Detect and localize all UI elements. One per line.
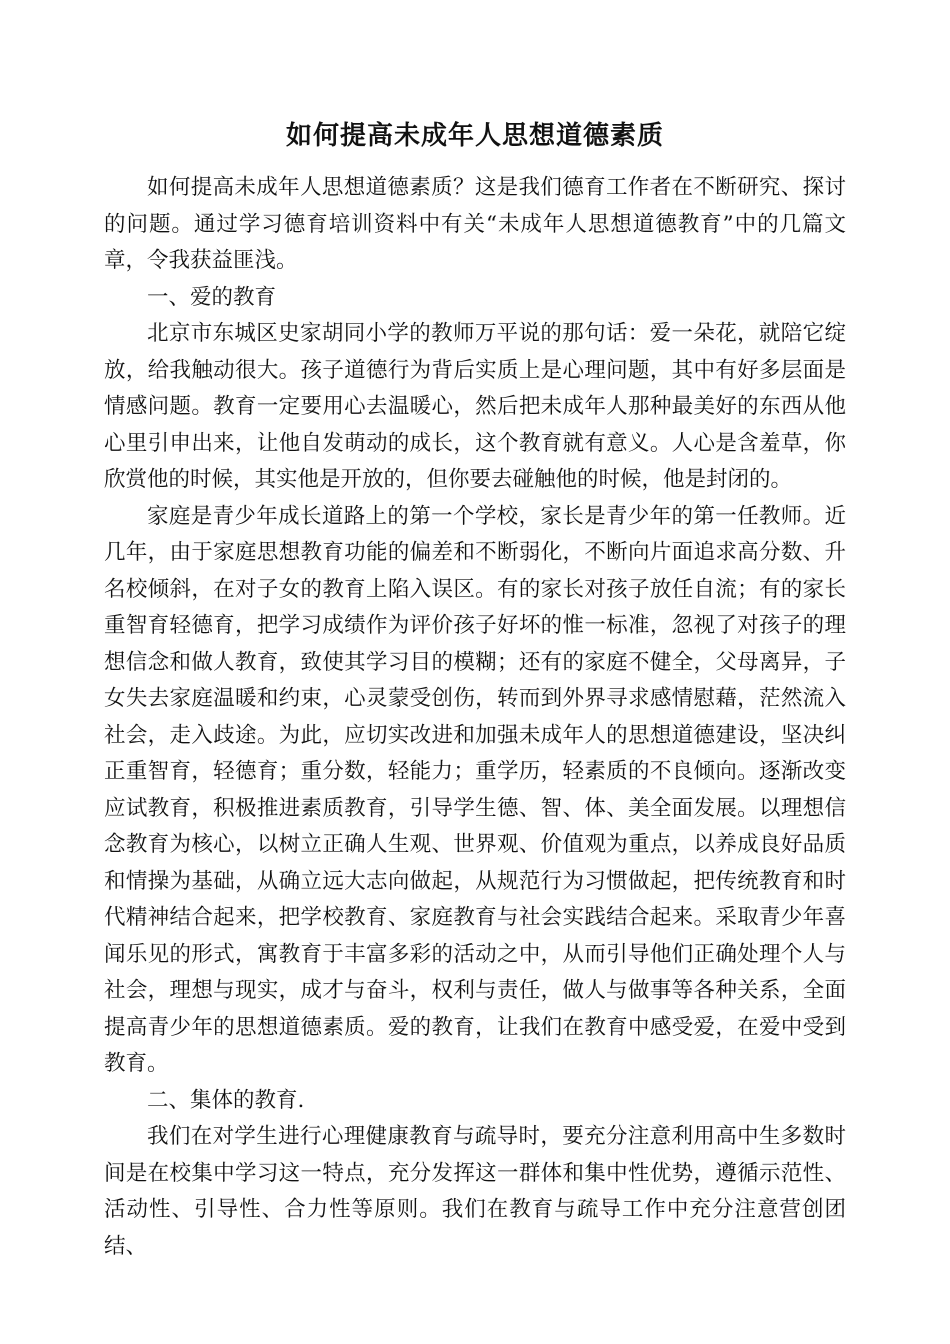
body-paragraph: 我们在对学生进行心理健康教育与疏导时，要充分注意利用高中生多数时间是在校集中学习这一特点，充分发挥这一群体和集中性优势，遵循示范性、活动性、引导性、合力性等原则。我们在教育与疏导工作中充分注意营创团结、 (104, 1124, 846, 1259)
section-heading-collective: 二、集体的教育. (147, 1087, 305, 1113)
intro-paragraph: 如何提高未成年人思想道德素质？这是我们德育工作者在不断研究、探讨的问题。通过学习德育培训资料中有关“未成年人思想道德教育”中的几篇文章，令我获益匪浅。 (104, 175, 846, 273)
body-paragraph: 北京市东城区史家胡同小学的教师万平说的那句话：爱一朵花，就陪它绽放，给我触动很大。孩子道德行为背后实质上是心理问题，其中有好多层面是情感问题。教育一定要用心去温暖心，然后把未成年人那种最美好的东西从他心里引申出来，让他自发萌动的成长，这个教育就有意义。人心是含羞草，你欣赏他的时候，其实他是开放的，但你要去碰触他的时候，他是封闭的。 (104, 321, 846, 492)
section-heading-love: 一、爱的教育 (147, 284, 277, 310)
document-page (104, 112, 846, 1265)
body-paragraph: 家庭是青少年成长道路上的第一个学校，家长是青少年的第一任教师。近几年，由于家庭思想教育功能的偏差和不断弱化，不断向片面追求高分数、升名校倾斜，在对子女的教育上陷入误区。有的家长对孩子放任自流；有的家长重智育轻德育，把学习成绩作为评价孩子好坏的惟一标准，忽视了对孩子的理想信念和做人教育，致使其学习目的模糊；还有的家庭不健全，父母离异，子女失去家庭温暖和约束，心灵蒙受创伤，转而到外界寻求感情慰藉，茫然流入社会，走入歧途。为此，应切实改进和加强未成年人的思想道德建设，坚决纠正重智育，轻德育；重分数，轻能力；重学历，轻素质的不良倾向。逐渐改变应试教育，积极推进素质教育，引导学生德、智、体、美全面发展。以理想信念教育为核心，以树立正确人生观、世界观、价值观为重点，以养成良好品质和情操为基础，从确立远大志向做起，从规范行为习惯做起，把传统教育和时代精神结合起来，把学校教育、家庭教育与社会实践结合起来。采取青少年喜闻乐见的形式，寓教育于丰富多彩的活动之中，从而引导他们正确处理个人与社会，理想与现实，成才与奋斗，权利与责任，做人与做事等各种关系，全面提高青少年的思想道德素质。爱的教育，让我们在教育中感受爱，在爱中受到教育。 (104, 503, 846, 1076)
document-title: 如何提高未成年人思想道德素质 (285, 121, 664, 151)
